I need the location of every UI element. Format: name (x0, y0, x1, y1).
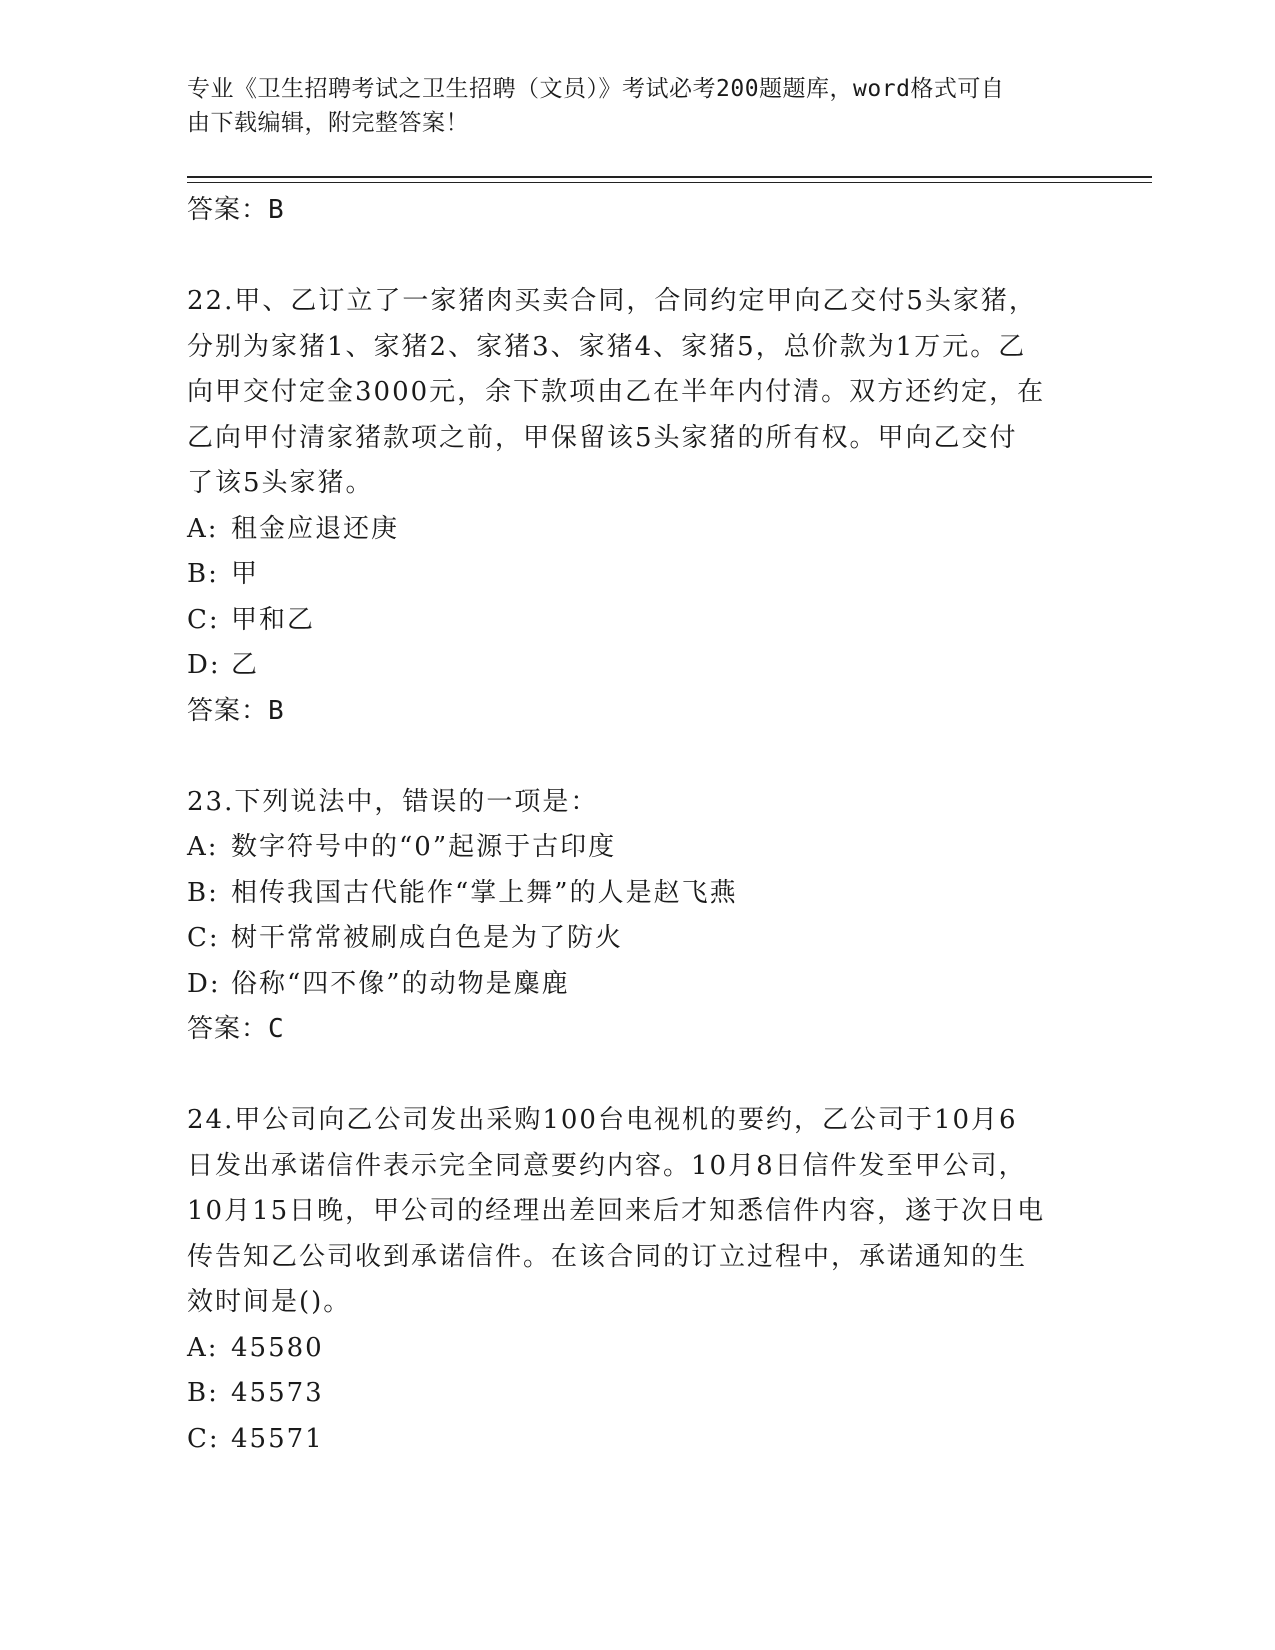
question-22 (187, 279, 1087, 734)
option-prefix: C: (187, 604, 220, 635)
question-24 (187, 1098, 1087, 1462)
question-text-line: 24.甲公司向乙公司发出采购100台电视机的要约，乙公司于10月6 (187, 1105, 1018, 1135)
option-text: 45580 (231, 1332, 324, 1363)
option-text: 乙 (231, 650, 260, 680)
spacer (187, 734, 1087, 780)
option-prefix: D: (187, 968, 221, 999)
question-text-line: 传告知乙公司收到承诺信件。在该合同的订立过程中，承诺通知的生 (187, 1241, 1028, 1272)
option-prefix: B: (187, 1378, 219, 1408)
option-d (187, 962, 1087, 1008)
option-b (187, 871, 1087, 917)
option-a (187, 507, 1087, 553)
document-header (187, 72, 1067, 140)
option-text: 数字符号中的“0”起源于古印度 (231, 832, 617, 862)
question-text-line: 效时间是()。 (187, 1287, 352, 1317)
option-text: 甲 (231, 559, 260, 589)
question-text-line: 10月15日晚，甲公司的经理出差回来后才知悉信件内容，遂于次日电 (187, 1196, 1046, 1226)
option-text: 45571 (231, 1423, 324, 1454)
answer-line: 答案：C (187, 1014, 285, 1044)
question-text-line: 22.甲、乙订立了一家猪肉买卖合同，合同约定甲向乙交付5头家猪， (187, 286, 1037, 316)
spacer (187, 1053, 1087, 1099)
header-line-1: 专业《卫生招聘考试之卫生招聘（文员）》考试必考200题题库，word格式可自 (187, 76, 1005, 102)
option-text: 树干常常被刷成白色是为了防火 (231, 923, 624, 953)
answer-line: 答案：B (187, 695, 285, 726)
document-body (187, 188, 1087, 1462)
question-text-line: 日发出承诺信件表示完全同意要约内容。10月8日信件发至甲公司， (187, 1150, 1027, 1181)
option-b (187, 552, 1087, 598)
option-a (187, 1326, 1087, 1372)
option-text: 甲和乙 (231, 604, 316, 635)
option-prefix: B: (187, 559, 219, 589)
option-prefix: A: (187, 513, 219, 544)
option-c (187, 1417, 1087, 1463)
question-text-line: 乙向甲付清家猪款项之前，甲保留该5头家猪的所有权。甲向乙交付 (187, 422, 1018, 453)
header-line-2: 由下载编辑，附完整答案！ (187, 110, 469, 136)
option-b (187, 1371, 1087, 1417)
option-prefix: A: (187, 1332, 219, 1363)
option-prefix: B: (187, 877, 219, 908)
answer-line: 答案：B (187, 195, 285, 225)
option-c (187, 598, 1087, 644)
option-c (187, 916, 1087, 962)
option-a (187, 825, 1087, 871)
option-d (187, 643, 1087, 689)
header-rule-thin (187, 182, 1152, 183)
option-prefix: A: (187, 832, 219, 862)
option-prefix: D: (187, 650, 221, 680)
option-prefix: C: (187, 1423, 220, 1454)
option-prefix: C: (187, 923, 220, 953)
question-text-line: 23.下列说法中，错误的一项是： (187, 786, 599, 817)
spacer (187, 234, 1087, 280)
header-rule-thick (187, 176, 1152, 178)
option-text: 俗称“四不像”的动物是麋鹿 (231, 968, 570, 999)
option-text: 45573 (231, 1378, 324, 1408)
question-text-line: 向甲交付定金3000元，余下款项由乙在半年内付清。双方还约定，在 (187, 377, 1046, 407)
question-23 (187, 780, 1087, 1053)
question-text-line: 分别为家猪1、家猪2、家猪3、家猪4、家猪5，总价款为1万元。乙 (187, 331, 1027, 362)
option-text: 租金应退还庚 (231, 513, 400, 544)
option-text: 相传我国古代能作“掌上舞”的人是赵飞燕 (231, 877, 738, 908)
question-text-line: 了该5头家猪。 (187, 468, 374, 498)
